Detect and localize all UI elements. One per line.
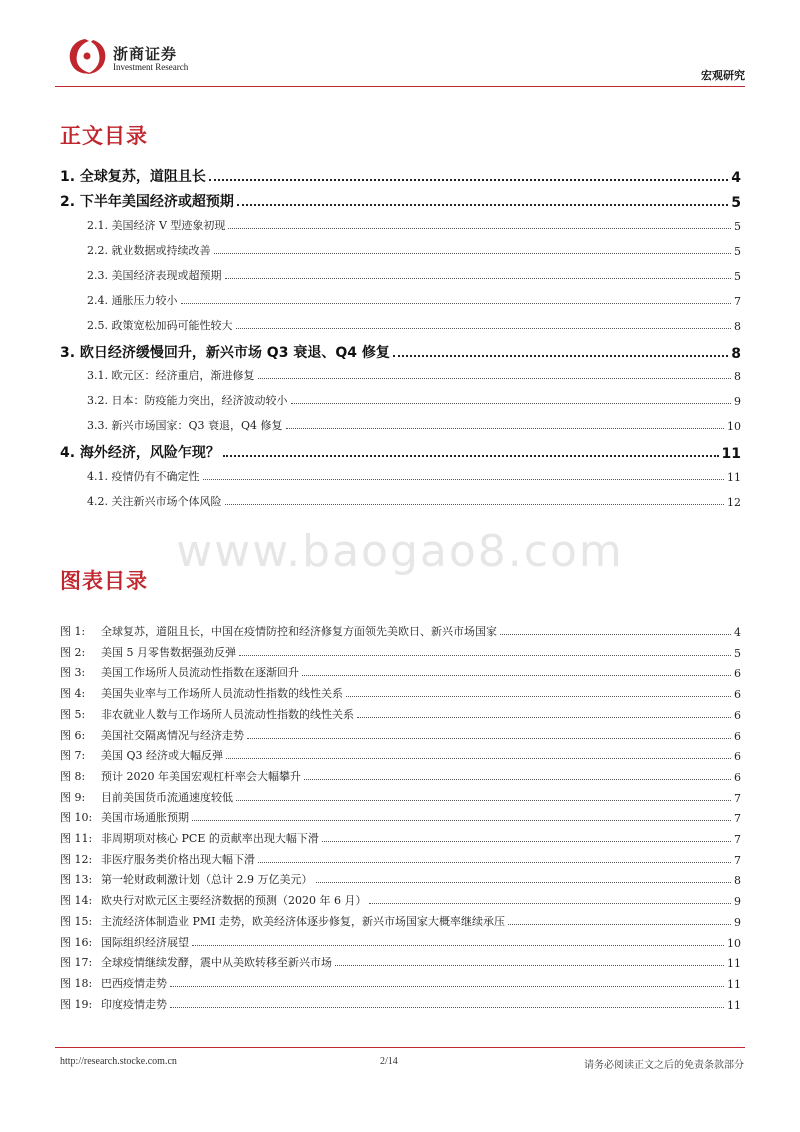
figure-list-item[interactable]: [60, 726, 741, 743]
toc-page-number: 11: [721, 446, 741, 462]
footer-divider: [55, 1047, 745, 1048]
figure-number: 图 2:: [60, 646, 86, 659]
figure-entry-label: [60, 913, 505, 929]
figure-caption: 巴西疫情走势: [101, 977, 167, 990]
figure-page-number: 7: [734, 854, 741, 867]
figure-page-number: 4: [734, 626, 741, 639]
footer-disclaimer: 请务必阅读正文之后的免责条款部分: [584, 1060, 744, 1071]
figure-leader: [236, 800, 731, 801]
figure-page-number: 8: [734, 874, 741, 887]
figure-entry-label: [60, 664, 299, 680]
figure-caption: 美国失业率与工作场所人员流动性指数的线性关系: [101, 687, 343, 700]
figure-list-item[interactable]: [60, 705, 741, 722]
toc-chapter[interactable]: [60, 440, 741, 462]
figure-leader: [369, 903, 731, 904]
toc-entry-text: 1. 全球复苏，道阻且长: [60, 169, 206, 185]
figure-entry-label: [60, 789, 233, 805]
figure-leader: [258, 862, 731, 863]
figure-number: 图 7:: [60, 749, 86, 762]
figure-page-number: 7: [734, 812, 741, 825]
figure-caption: 非医疗服务类价格出现大幅下滑: [101, 853, 255, 866]
toc-chapter[interactable]: [60, 164, 741, 186]
figure-page-number: 6: [734, 730, 741, 743]
toc-page-number: 4: [731, 170, 741, 186]
toc-section[interactable]: [87, 365, 741, 383]
footer-page-number: 2/14: [380, 1056, 398, 1067]
toc-page-number: 9: [734, 395, 741, 408]
watermark: www.baogao8.com: [176, 526, 624, 577]
figure-leader: [500, 634, 731, 635]
figure-caption: 美国 5 月零售数据强劲反弹: [101, 646, 236, 659]
figure-caption: 预计 2020 年美国宏观杠杆率会大幅攀升: [101, 770, 301, 783]
figure-leader: [346, 696, 731, 697]
figure-page-number: 6: [734, 771, 741, 784]
figure-page-number: 6: [734, 667, 741, 680]
figure-leader: [192, 945, 724, 946]
brand-name-en: Investment Research: [113, 62, 189, 72]
toc-entry-text: 4. 海外经济，风险乍现？: [60, 445, 220, 461]
toc-leader: [236, 328, 732, 329]
toc-leader: [237, 204, 728, 206]
toc-section[interactable]: [87, 240, 741, 258]
figure-leader: [170, 986, 724, 987]
toc-page-number: 8: [734, 320, 741, 333]
footer-url[interactable]: http://research.stocke.com.cn: [60, 1056, 177, 1067]
figure-caption: 非周期项对核心 PCE 的贡献率出现大幅下滑: [101, 832, 319, 845]
figure-leader: [335, 965, 724, 966]
figure-entry-label: [60, 768, 301, 784]
figure-page-number: 9: [734, 895, 741, 908]
figure-list-item[interactable]: [60, 808, 741, 825]
toc-page-number: 5: [734, 245, 741, 258]
toc-entry-text: 3.2. 日本：防疫能力突出，经济波动较小: [87, 394, 288, 407]
toc-leader: [286, 428, 724, 429]
figure-caption: 第一轮财政刺激计划（总计 2.9 万亿美元）: [101, 873, 313, 886]
figure-caption: 美国 Q3 经济或大幅反弹: [101, 749, 224, 762]
figure-entry-label: [60, 644, 236, 660]
toc-entry-text: 3.1. 欧元区：经济重启，渐进修复: [87, 369, 255, 382]
figure-number: 图 19:: [60, 998, 93, 1011]
figure-leader: [239, 655, 731, 656]
figure-number: 图 9:: [60, 791, 86, 804]
toc-page-number: 11: [727, 471, 741, 484]
figure-caption: 目前美国货币流通速度较低: [101, 791, 233, 804]
figure-list-item[interactable]: [60, 850, 741, 867]
figure-entry-label: [60, 892, 366, 908]
figure-list-item[interactable]: [60, 663, 741, 680]
toc-leader: [181, 303, 732, 304]
toc-section[interactable]: [87, 215, 741, 233]
figure-entry-label: [60, 747, 223, 763]
figure-number: 图 16:: [60, 936, 93, 949]
toc-entry-text: 3.3. 新兴市场国家：Q3 衰退，Q4 修复: [87, 419, 283, 432]
figure-number: 图 10:: [60, 811, 93, 824]
figure-leader: [304, 779, 731, 780]
brand-logo-icon: [65, 36, 109, 76]
figure-number: 图 12:: [60, 853, 93, 866]
figure-caption: 印度疫情走势: [101, 998, 167, 1011]
figure-page-number: 6: [734, 709, 741, 722]
figure-number: 图 11:: [60, 832, 93, 845]
toc-leader: [209, 179, 728, 181]
toc-leader: [393, 355, 728, 357]
figure-number: 图 8:: [60, 770, 86, 783]
toc-page-number: 5: [734, 270, 741, 283]
figure-leader: [357, 717, 731, 718]
figure-leader: [316, 882, 732, 883]
figure-list-item[interactable]: [60, 684, 741, 701]
figure-leader: [170, 1007, 724, 1008]
figure-number: 图 15:: [60, 915, 93, 928]
figure-list-item[interactable]: [60, 622, 741, 639]
figure-list-item[interactable]: [60, 870, 741, 887]
report-section-label: 宏观研究: [701, 69, 745, 82]
toc-section[interactable]: [87, 491, 741, 509]
figure-caption: 美国工作场所人员流动性指数在逐渐回升: [101, 666, 299, 679]
toc-section[interactable]: [87, 415, 741, 433]
figure-entry-label: [60, 685, 343, 701]
toc-entry-text: 4.2. 关注新兴市场个体风险: [87, 495, 222, 508]
figure-number: 图 4:: [60, 687, 86, 700]
toc-leader: [291, 403, 732, 404]
figure-number: 图 18:: [60, 977, 93, 990]
figure-entry-label: [60, 727, 244, 743]
toc-section[interactable]: [87, 265, 741, 283]
figure-number: 图 1:: [60, 625, 86, 638]
figure-list-item[interactable]: [60, 891, 741, 908]
figure-leader: [302, 675, 731, 676]
toc-entry-text: 2.1. 美国经济 V 型迹象初现: [87, 219, 226, 232]
figure-entry-label: [60, 975, 167, 991]
toc-entry-text: 3. 欧日经济缓慢回升，新兴市场 Q3 衰退、Q4 修复: [60, 345, 390, 361]
toc-entry-text: 2.4. 通胀压力较小: [87, 294, 178, 307]
figure-leader: [247, 738, 731, 739]
figure-page-number: 11: [727, 999, 741, 1012]
toc-leader: [203, 479, 725, 480]
figure-list-item[interactable]: [60, 933, 741, 950]
figure-leader: [192, 820, 731, 821]
toc-page-number: 8: [734, 370, 741, 383]
figure-number: 图 6:: [60, 729, 86, 742]
figure-page-number: 6: [734, 750, 741, 763]
toc-entry-text: 2.3. 美国经济表现或超预期: [87, 269, 222, 282]
figure-number: 图 5:: [60, 708, 86, 721]
toc-entry-text: 2.5. 政策宽松加码可能性较大: [87, 319, 233, 332]
figure-caption: 国际组织经济展望: [101, 936, 189, 949]
figure-list-item[interactable]: [60, 643, 741, 660]
figure-entry-label: [60, 954, 332, 970]
figure-caption: 欧央行对欧元区主要经济数据的预测（2020 年 6 月）: [101, 894, 367, 907]
toc-title: 正文目录: [60, 124, 148, 148]
figure-caption: 主流经济体制造业 PMI 走势，欧美经济体逐步修复，新兴市场国家大概率继续承压: [101, 915, 506, 928]
toc-section[interactable]: [87, 315, 741, 333]
brand-name-cn: 浙商证券: [113, 45, 178, 63]
figure-number: 图 14:: [60, 894, 93, 907]
figure-entry-label: [60, 830, 319, 846]
figure-leader: [508, 924, 731, 925]
figure-caption: 美国社交隔离情况与经济走势: [101, 729, 244, 742]
figure-list-item[interactable]: [60, 788, 741, 805]
figure-page-number: 5: [734, 647, 741, 660]
figure-entry-label: [60, 934, 189, 950]
figure-caption: 非农就业人数与工作场所人员流动性指数的线性关系: [101, 708, 354, 721]
figure-entry-label: [60, 623, 497, 639]
toc-page-number: 8: [731, 346, 741, 362]
figure-number: 图 3:: [60, 666, 86, 679]
toc-page-number: 5: [731, 195, 741, 211]
toc-entry-text: 2. 下半年美国经济或超预期: [60, 194, 234, 210]
header-divider: [55, 86, 745, 87]
figure-number: 图 13:: [60, 873, 93, 886]
figure-caption: 美国市场通胀预期: [101, 811, 189, 824]
toc-leader: [223, 455, 719, 457]
figure-leader: [322, 841, 731, 842]
figure-entry-label: [60, 706, 354, 722]
figure-entry-label: [60, 809, 189, 825]
toc-leader: [214, 253, 732, 254]
figure-caption: 全球疫情继续发酵，震中从美欧转移至新兴市场: [101, 956, 332, 969]
figure-list-item[interactable]: [60, 912, 741, 929]
figure-page-number: 11: [727, 978, 741, 991]
toc-leader: [225, 504, 725, 505]
figure-list-item[interactable]: [60, 995, 741, 1012]
toc-section[interactable]: [87, 466, 741, 484]
figure-list-item[interactable]: [60, 953, 741, 970]
figure-entry-label: [60, 996, 167, 1012]
toc-leader: [228, 228, 731, 229]
figure-page-number: 7: [734, 792, 741, 805]
figure-list-item[interactable]: [60, 767, 741, 784]
figure-list-item[interactable]: [60, 974, 741, 991]
figure-entry-label: [60, 851, 255, 867]
figure-page-number: 9: [734, 916, 741, 929]
figure-page-number: 11: [727, 957, 741, 970]
toc-chapter[interactable]: [60, 340, 741, 362]
figure-list-item[interactable]: [60, 829, 741, 846]
figure-caption: 全球复苏，道阻且长，中国在疫情防控和经济修复方面领先美欧日、新兴市场国家: [101, 625, 497, 638]
figure-page-number: 7: [734, 833, 741, 846]
figure-page-number: 10: [727, 937, 741, 950]
toc-page-number: 7: [734, 295, 741, 308]
toc-section[interactable]: [87, 290, 741, 308]
toc-leader: [225, 278, 732, 279]
figure-leader: [226, 758, 731, 759]
toc-page-number: 12: [727, 496, 741, 509]
toc-page-number: 5: [734, 220, 741, 233]
toc-page-number: 10: [727, 420, 741, 433]
figure-entry-label: [60, 871, 313, 887]
figures-title: 图表目录: [60, 569, 148, 593]
toc-section[interactable]: [87, 390, 741, 408]
figure-list-item[interactable]: [60, 746, 741, 763]
toc-chapter[interactable]: [60, 189, 741, 211]
toc-leader: [258, 378, 732, 379]
page-header: [55, 36, 745, 86]
figure-number: 图 17:: [60, 956, 93, 969]
figure-page-number: 6: [734, 688, 741, 701]
toc-entry-text: 4.1. 疫情仍有不确定性: [87, 470, 200, 483]
toc-entry-text: 2.2. 就业数据或持续改善: [87, 244, 211, 257]
